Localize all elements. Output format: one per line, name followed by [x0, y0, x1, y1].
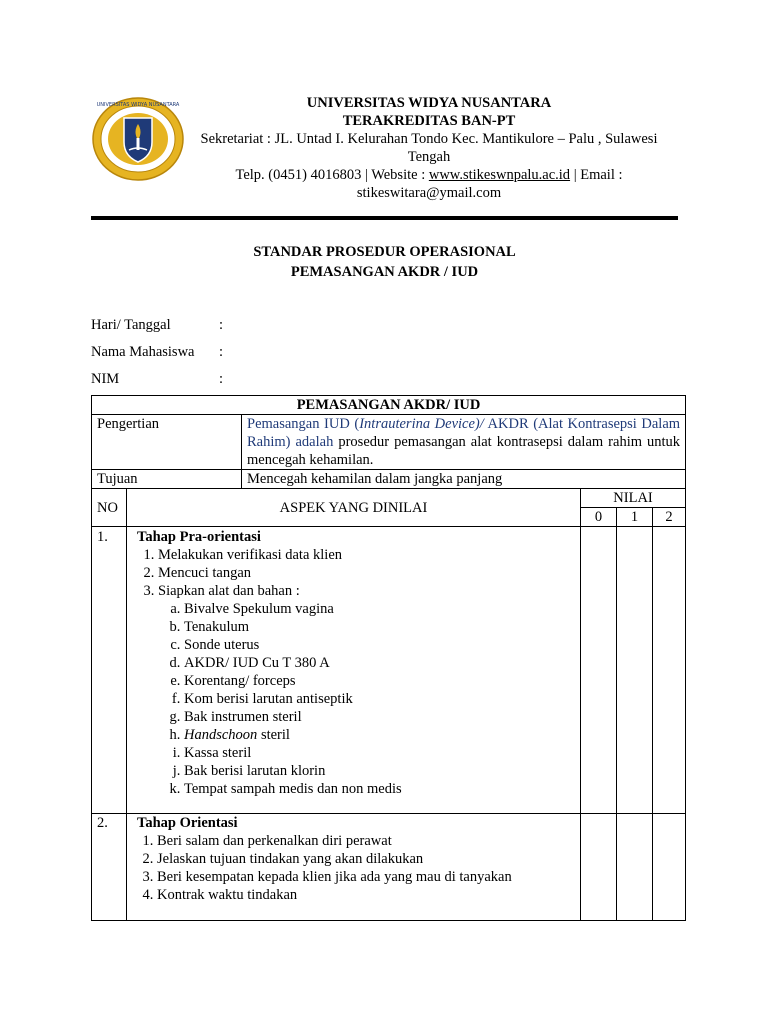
score-cell[interactable]	[653, 527, 686, 814]
purpose-text: Mencegah kehamilan dalam jangka panjang	[242, 470, 686, 489]
definition-label: Pengertian	[92, 415, 242, 470]
phone-text: Telp. (0451) 4016803 | Website :	[235, 167, 429, 183]
student-info	[91, 316, 223, 397]
definition-row	[92, 415, 686, 470]
material-list	[158, 600, 575, 798]
list-item: 2. Mencuci tangan	[158, 564, 575, 582]
list-item: 3. Beri kesempatan kepada klien jika ada yang mau di tanyakan	[157, 868, 575, 886]
contact-line	[188, 166, 670, 184]
score-cell[interactable]	[653, 814, 686, 921]
list-item: 1. Beri salam dan perkenalkan diri perawat	[157, 832, 575, 850]
purpose-label: Tujuan	[92, 470, 242, 489]
address-line-2: Tengah	[407, 149, 451, 165]
section-content	[127, 814, 581, 921]
list-item: k. Tempat sampah medis dan non medis	[184, 780, 575, 798]
step-list	[132, 832, 575, 904]
university-logo	[91, 96, 185, 182]
email-text: stikeswitara@ymail.com	[356, 185, 502, 201]
score-cell[interactable]	[617, 527, 653, 814]
section-row	[92, 814, 686, 921]
col-score: NILAI	[581, 489, 686, 508]
letterhead	[188, 94, 670, 202]
section-title: Tahap Orientasi	[137, 815, 238, 831]
email-prefix: | Email :	[570, 167, 623, 183]
step-list	[132, 546, 575, 798]
section-no: 1.	[92, 527, 127, 814]
title-line-1: STANDAR PROSEDUR OPERASIONAL	[253, 244, 516, 260]
list-item: c. Sonde uterus	[184, 636, 575, 654]
field-label: Hari/ Tanggal	[91, 317, 171, 333]
table-title-row	[92, 396, 686, 415]
logo-text: UNIVERSITAS WIDYA NUSANTARA	[96, 102, 180, 108]
field-label: Nama Mahasiswa	[91, 344, 195, 360]
field-label: NIM	[91, 371, 120, 387]
list-item: 1. Melakukan verifikasi data klien	[158, 546, 575, 564]
column-header-row	[92, 489, 686, 508]
field-student-name	[91, 343, 223, 370]
header-divider	[91, 216, 678, 220]
list-item: i. Kassa steril	[184, 744, 575, 762]
field-colon: :	[219, 344, 224, 360]
section-title: Tahap Pra-orientasi	[137, 529, 261, 545]
score-1: 1	[617, 508, 653, 527]
website-link[interactable]: www.stikeswnpalu.ac.id	[428, 167, 571, 183]
address-line-1: Sekretariat : JL. Untad I. Kelurahan Tondo Kec. Mantikulore – Palu , Sulawesi	[200, 131, 658, 147]
col-aspect: ASPEK YANG DINILAI	[127, 489, 581, 527]
accreditation: TERAKREDITAS BAN-PT	[342, 113, 516, 129]
assessment-table	[91, 395, 686, 921]
col-no: NO	[92, 489, 127, 527]
section-row	[92, 527, 686, 814]
section-content	[127, 527, 581, 814]
table-title: PEMASANGAN AKDR/ IUD	[92, 396, 686, 415]
list-item: j. Bak berisi larutan klorin	[184, 762, 575, 780]
field-nim	[91, 370, 223, 397]
list-item: d. AKDR/ IUD Cu T 380 A	[184, 654, 575, 672]
list-item: 3. Siapkan alat dan bahan : a. Bivalve Spekulum vagina b. Tenakulum c. Sonde uterus d. AKDR/ IUD Cu T 380 A e. Korentang/ forceps f. Kom berisi larutan antiseptik g. Bak instrumen steril h. Handschoon steril i. Kassa steril j. Bak berisi larutan klorin k. Tempat sampah medis dan non medis	[158, 582, 575, 798]
score-cell[interactable]	[617, 814, 653, 921]
list-item: g. Bak instrumen steril	[184, 708, 575, 726]
list-item: a. Bivalve Spekulum vagina	[184, 600, 575, 618]
score-0: 0	[581, 508, 617, 527]
list-item: f. Kom berisi larutan antiseptik	[184, 690, 575, 708]
purpose-row	[92, 470, 686, 489]
university-name: UNIVERSITAS WIDYA NUSANTARA	[306, 95, 552, 111]
list-item: 4. Kontrak waktu tindakan	[157, 886, 575, 904]
section-no: 2.	[92, 814, 127, 921]
field-colon: :	[219, 371, 224, 387]
field-colon: :	[219, 317, 224, 333]
list-item: 2. Jelaskan tujuan tindakan yang akan dilakukan	[157, 850, 575, 868]
field-date	[91, 316, 223, 343]
score-2: 2	[653, 508, 686, 527]
definition-text: Pemasangan IUD (Intrauterina Device)/ AKDR (Alat Kontrasepsi Dalam Rahim) adalah prosedur pemasangan alat kontrasepsi dalam rahim untuk mencegah kehamilan.	[242, 415, 686, 470]
score-cell[interactable]	[581, 814, 617, 921]
list-item: b. Tenakulum	[184, 618, 575, 636]
score-cell[interactable]	[581, 527, 617, 814]
list-item: e. Korentang/ forceps	[184, 672, 575, 690]
document-title	[91, 242, 678, 282]
list-item: h. Handschoon steril	[184, 726, 575, 744]
title-line-2: PEMASANGAN AKDR / IUD	[290, 264, 479, 280]
